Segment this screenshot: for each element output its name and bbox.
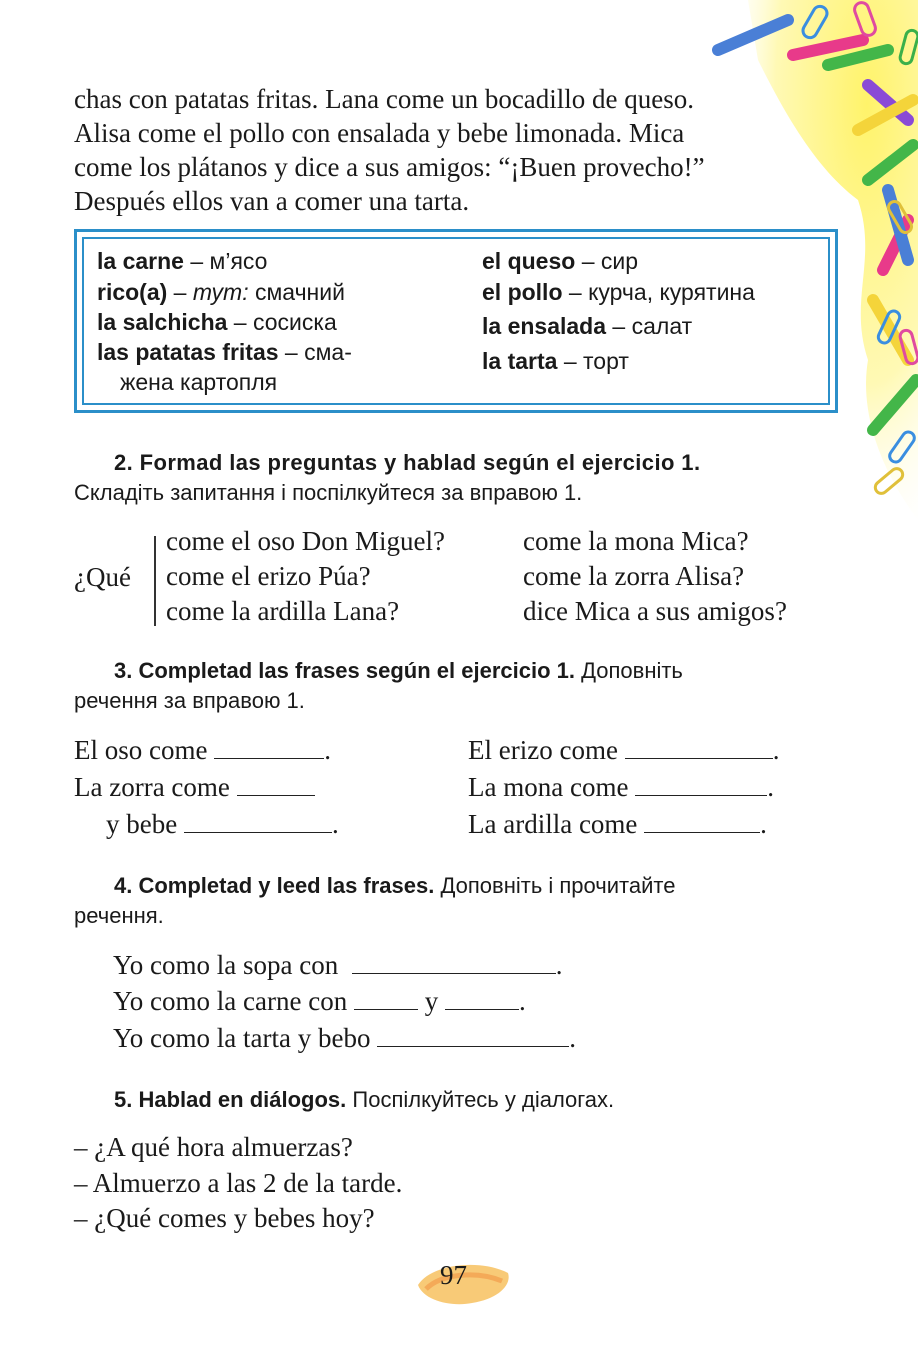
vocab-entry [482,279,755,306]
vocab-entry [482,248,638,275]
question-part: come la zorra Alisa? [523,561,745,591]
question-part: dice Mica a sus amigos? [523,596,787,626]
answer-blank[interactable] [237,775,315,796]
vocab-sep: – [167,279,193,305]
exercise-4-subtitle: речення. [74,903,164,928]
vocab-entry [482,313,692,340]
vocab-term: rico(a) [97,279,168,305]
vocab-translation: смачний [248,279,345,305]
answer-blank[interactable] [352,953,556,974]
page-number: 97 [440,1260,467,1290]
reading-line: Después ellos van a comer una tarta. [74,186,470,216]
vocab-term: el queso [482,248,576,274]
answer-blank[interactable] [354,989,418,1010]
reading-line: Alisa come el pollo con ensalada y bebe limonada. Mica [74,118,685,148]
sentence-line: y bebe . [106,809,339,839]
vocab-translation: сма- [304,339,352,365]
vocab-entry [97,339,352,366]
answer-blank[interactable] [214,738,324,759]
exercise-3-subtitle: речення за вправою 1. [74,688,305,713]
exercise-3-title: 3. Completad las frases según el ejercicio 1. [114,658,575,683]
question-part: come el erizo Púa? [166,561,371,591]
vocab-translation: торт [583,348,629,374]
vocab-entry [97,309,337,336]
sentence-line: Yo como la sopa con . [113,950,563,980]
vocab-sep: – [562,279,589,305]
vocab-term: la salchicha [97,309,228,335]
exercise-2-heading [74,448,840,508]
reading-line: come los plátanos y dice a sus amigos: “¡Buen provecho!” [74,152,705,182]
sentence-line: El erizo come . [468,735,780,765]
answer-blank[interactable] [184,812,332,833]
reading-line: chas con patatas fritas. Lana come un bocadillo de queso. [74,84,695,114]
sentence-line: El oso come . [74,735,331,765]
exercise-4-title: 4. Completad y leed las frases. [114,873,435,898]
vocab-translation: салат [631,313,693,339]
dialogue-line: – ¿A qué hora almuerzas? [74,1132,353,1162]
vocab-translation: м’ясо [209,248,268,274]
exercise-5-title: 5. Hablad en diálogos. [114,1087,347,1112]
sentence-line: La zorra come [74,772,315,803]
vocab-term: las patatas fritas [97,339,279,365]
answer-blank[interactable] [445,989,519,1010]
vocab-entry [482,348,629,375]
question-part: come la ardilla Lana? [166,596,400,626]
exercise-4-heading: 4. Completad y leed las frases. Доповніть і прочитайте речення. [74,871,840,931]
answer-blank[interactable] [635,775,767,796]
vocab-entry [97,248,267,275]
dialogue-line: – Almuerzo a las 2 de la tarde. [74,1168,403,1198]
vocab-translation: сосиска [253,309,337,335]
vocab-term: la ensalada [482,313,607,339]
vocab-translation: курча, курятина [588,279,755,305]
sentence-line: La ardilla come . [468,809,767,839]
answer-blank[interactable] [625,738,773,759]
vocab-sep: – [557,348,584,374]
dialogue-line: – ¿Qué comes y bebes hoy? [74,1203,375,1233]
vocab-sep: – [227,309,253,335]
vocab-note: тут: [192,279,249,305]
exercise-3-heading: 3. Completad las frases según el ejercicio 1. Доповніть речення за вправою 1. [74,656,840,716]
answer-blank[interactable] [377,1026,569,1047]
vocab-translation: сир [600,248,639,274]
sentence-line: La mona come . [468,772,774,802]
vocab-sep: – [575,248,601,274]
sentence-line: Yo como la tarta y bebo . [113,1023,576,1053]
exercise-2-title: 2. Formad las preguntas y hablad según el ejercicio 1. [114,450,701,475]
question-part: come la mona Mica? [523,526,749,556]
vocab-sep: – [606,313,632,339]
exercise-2-subtitle: Складіть запитання і поспілкуйтеся за вправою 1. [74,480,583,505]
vocab-term: la tarta [482,348,558,374]
que-word: ¿Qué [74,562,131,592]
question-part: come el oso Don Miguel? [166,526,445,556]
vocab-term: la carne [97,248,184,274]
que-bracket-line [154,536,156,626]
answer-blank[interactable] [644,812,760,833]
vocab-entry-continuation: жена картопля [120,369,278,395]
vocab-sep: – [278,339,305,365]
vocab-sep: – [183,248,210,274]
reading-paragraph [74,82,844,218]
exercise-5-heading: 5. Hablad en diálogos. Поспілкуйтесь у діалогах. [114,1087,615,1112]
vocab-entry [97,279,345,306]
vocab-term: el pollo [482,279,563,305]
sentence-line: Yo como la carne con y . [113,986,526,1016]
